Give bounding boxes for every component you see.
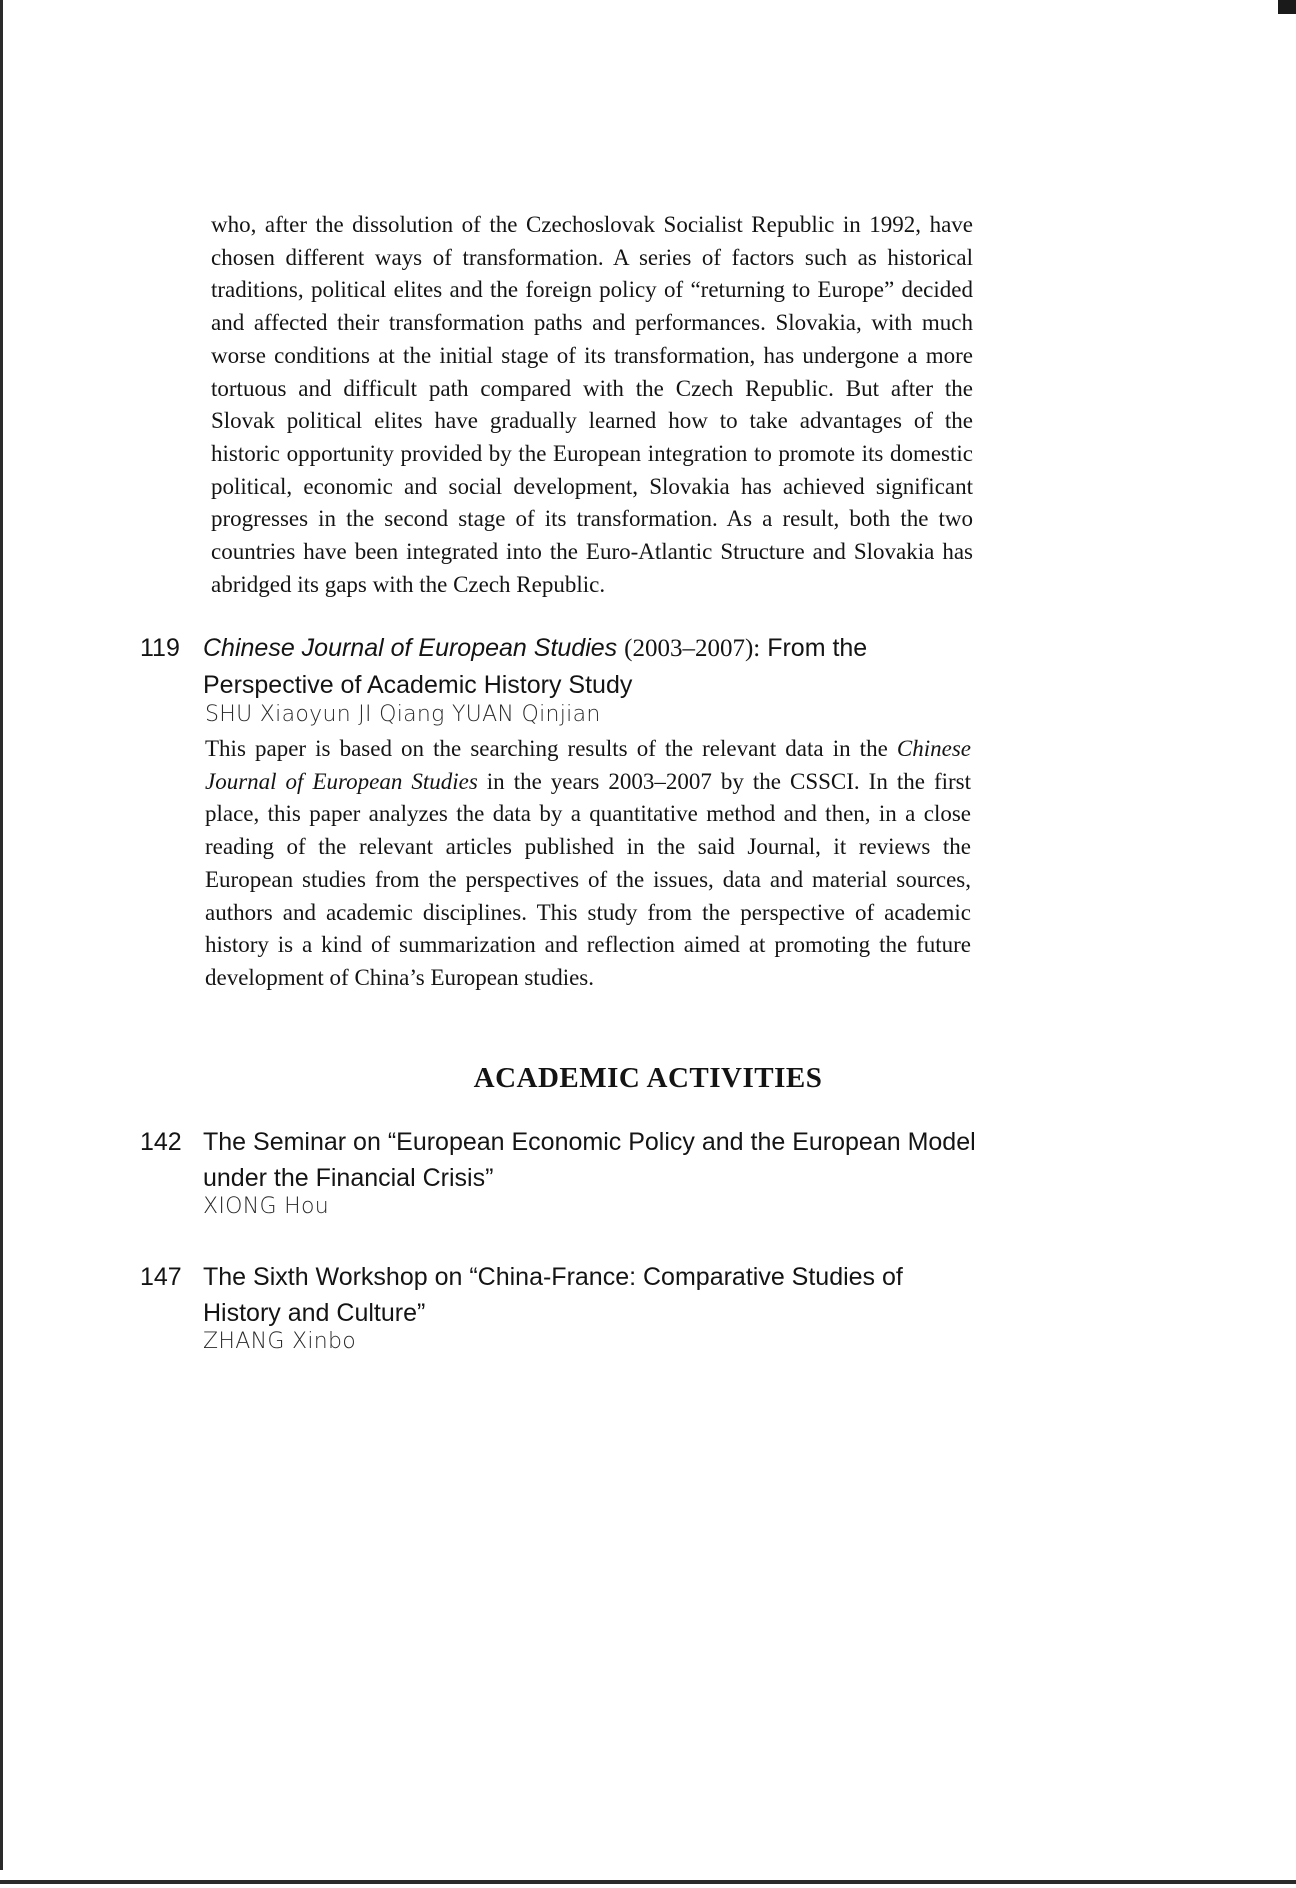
page-number-119: 119	[140, 634, 180, 662]
article-119-abstract-journal: Chinese Journal of European Studies	[205, 736, 971, 794]
page-number-147: 147	[140, 1263, 182, 1291]
continued-abstract: who, after the dissolution of the Czechoslovak Socialist Republic in 1992, have chosen different ways of transformation. A series of factors such as historical traditions, political elites and the foreign policy of “returning to Europe” decided and affected their transformation paths and performances. Slovakia, with much worse conditions at the initial stage of its transformation, has undergone a more tortuous and difficult path compared with the Czech Republic. But after the Slovak political elites have gradually learned how to take advantages of the historic opportunity provided by the European integration to promote its domestic political, economic and social development, Slovakia has achieved significant progresses in the second stage of its transformation. As a result, both the two countries have been integrated into the Euro-Atlantic Structure and Slovakia has abridged its gaps with the Czech Republic.	[211, 212, 973, 597]
article-142-authors: XIONG Hou	[203, 1194, 330, 1219]
article-119-title-rest: From the Perspective of Academic History Study	[203, 634, 868, 699]
article-119-title	[203, 630, 973, 703]
article-142-title: The Seminar on “European Economic Policy and the European Model under the Financial Crisis”	[203, 1128, 976, 1192]
article-119-title-years: (2003–2007):	[624, 635, 761, 662]
article-119-abstract-post: in the years 2003–2007 by the CSSCI. In the first place, this paper analyzes the data by a quantitative method and then, in a close reading of the relevant articles published in the said Journal, it reviews the European studies from the perspectives of the issues, data and material sources, authors and academic disciplines. This study from the perspective of academic history is a kind of summarization and reflection aimed at promoting the future development of China’s European studies.	[205, 768, 971, 990]
article-119-abstract-pre: This paper is based on the searching results of the relevant data in the	[205, 736, 897, 761]
article-119-abstract	[205, 733, 971, 995]
page-number-142: 142	[140, 1128, 182, 1156]
scan-border-left	[0, 0, 3, 1870]
article-147-title: The Sixth Workshop on “China-France: Comparative Studies of History and Culture”	[203, 1263, 903, 1327]
section-heading: ACADEMIC ACTIVITIES	[473, 1062, 823, 1094]
article-119-title-journal: Chinese Journal of European Studies	[203, 634, 618, 662]
article-147-authors: ZHANG Xinbo	[203, 1329, 357, 1354]
scan-border-bottom	[0, 1880, 1296, 1884]
scan-corner-mark	[1278, 0, 1296, 14]
article-119-authors: SHU Xiaoyun JI Qiang YUAN Qinjian	[205, 702, 601, 727]
